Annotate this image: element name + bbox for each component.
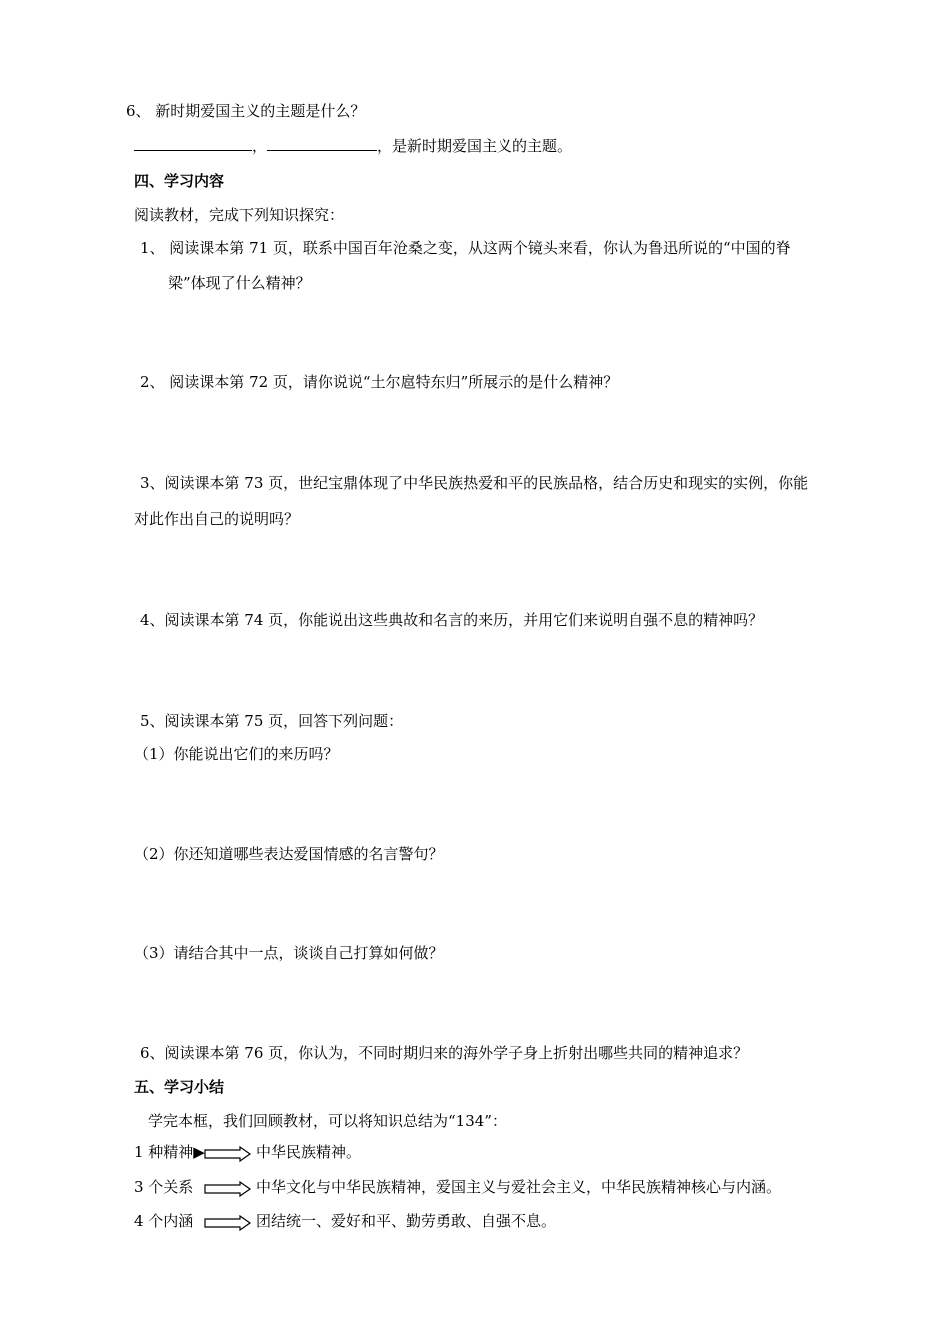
section5-intro: 学完本框，我们回顾教材，可以将知识总结为“134”： [148, 1112, 507, 1130]
question-1-line1: 1、 阅读课本第 71 页，联系中国百年沧桑之变，从这两个镜头来看，你认为鲁迅所说的“中国的脊 [140, 239, 791, 257]
right-arrow-icon [204, 1146, 252, 1162]
question-5-2: （2）你还知道哪些表达爱国情感的名言警句？ [134, 845, 444, 863]
question-5: 5、阅读课本第 75 页，回答下列问题： [140, 712, 404, 730]
question-1-line2: 梁”体现了什么精神？ [168, 274, 311, 292]
prev-question-6-answer [134, 136, 572, 156]
question-3-line1: 3、阅读课本第 73 页，世纪宝鼎体现了中华民族热爱和平的民族品格，结合历史和现实的实例，你能 [140, 474, 809, 492]
answer-separator: ， [252, 137, 268, 155]
question-2: 2、 阅读课本第 72 页，请你说说“土尔扈特东归”所展示的是什么精神？ [140, 373, 619, 391]
summary-row-2-text: 中华文化与中华民族精神，爱国主义与爱社会主义，中华民族精神核心与内涵。 [256, 1178, 782, 1196]
summary-row-1-text: 中华民族精神。 [256, 1143, 362, 1161]
summary-row-1-label: 1 种精神▶ [134, 1143, 205, 1161]
summary-row-3-label: 4 个内涵 [134, 1212, 194, 1230]
right-arrow-icon [204, 1181, 252, 1197]
summary-row-2-label: 3 个关系 [134, 1178, 194, 1196]
answer-blank-2[interactable] [267, 136, 377, 151]
answer-blank-1[interactable] [134, 136, 252, 151]
section5-heading: 五、学习小结 [134, 1078, 225, 1096]
section4-heading: 四、学习内容 [134, 172, 225, 190]
answer-suffix: ，是新时期爱国主义的主题。 [377, 137, 573, 155]
prev-question-6: 6、 新时期爱国主义的主题是什么？ [126, 102, 366, 120]
summary-row-3-text: 团结统一、爱好和平、勤劳勇敢、自强不息。 [256, 1212, 557, 1230]
question-6: 6、阅读课本第 76 页，你认为，不同时期归来的海外学子身上折射出哪些共同的精神追求？ [140, 1044, 749, 1062]
question-5-1: （1）你能说出它们的来历吗？ [134, 745, 339, 763]
right-arrow-icon [204, 1215, 252, 1231]
section4-intro: 阅读教材，完成下列知识探究： [134, 206, 345, 224]
question-3-line2: 对此作出自己的说明吗？ [134, 510, 300, 528]
question-5-3: （3）请结合其中一点，谈谈自己打算如何做？ [134, 944, 444, 962]
question-4: 4、阅读课本第 74 页，你能说出这些典故和名言的来历，并用它们来说明自强不息的精神吗？ [140, 611, 764, 629]
